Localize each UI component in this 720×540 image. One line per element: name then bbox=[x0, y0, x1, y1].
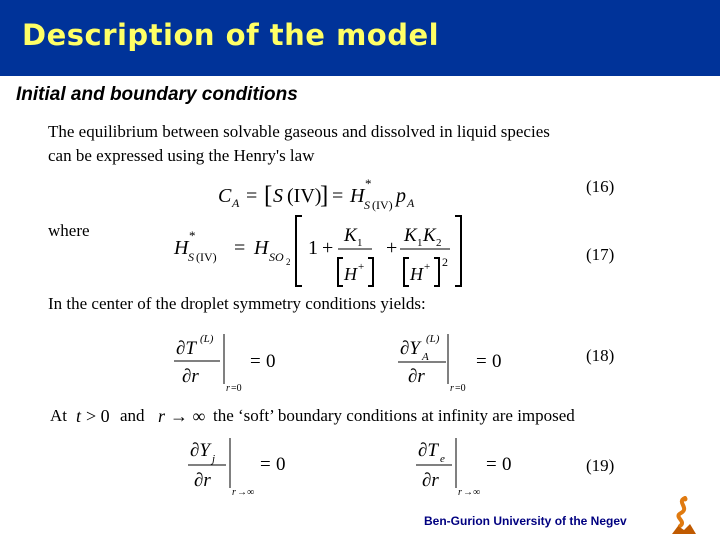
slide-title: Description of the model bbox=[22, 18, 440, 52]
svg-text:=: = bbox=[250, 351, 261, 372]
svg-text:(IV): (IV) bbox=[372, 198, 393, 212]
title-bar bbox=[0, 0, 720, 76]
svg-text:S: S bbox=[188, 250, 194, 264]
svg-text:t: t bbox=[76, 406, 82, 426]
university-logo-icon bbox=[668, 496, 698, 536]
svg-text:K: K bbox=[344, 225, 357, 246]
svg-text:→ ∞: → ∞ bbox=[170, 406, 206, 426]
svg-text:=: = bbox=[476, 351, 487, 372]
svg-text:> 0: > 0 bbox=[86, 406, 110, 426]
svg-text:p: p bbox=[396, 185, 406, 207]
svg-text:0: 0 bbox=[266, 351, 276, 372]
svg-text:=0: =0 bbox=[231, 383, 242, 394]
svg-text:1: 1 bbox=[357, 237, 363, 249]
svg-text:∂T: ∂T bbox=[176, 338, 196, 359]
svg-text:=: = bbox=[234, 237, 246, 259]
svg-text:e: e bbox=[440, 453, 445, 465]
svg-text:H: H bbox=[174, 237, 189, 259]
svg-text:r: r bbox=[458, 487, 462, 498]
svg-text:→∞: →∞ bbox=[237, 487, 255, 498]
svg-text:r: r bbox=[232, 487, 236, 498]
equation-17-number: (17) bbox=[586, 245, 615, 264]
svg-text:∂r: ∂r bbox=[194, 470, 211, 491]
svg-text:=: = bbox=[332, 185, 344, 207]
svg-text:S: S bbox=[364, 198, 370, 212]
svg-text:→∞: →∞ bbox=[463, 487, 481, 498]
svg-text:(L): (L) bbox=[200, 333, 214, 345]
svg-text:K: K bbox=[404, 225, 417, 246]
svg-text:r: r bbox=[450, 383, 454, 394]
svg-text:(IV): (IV) bbox=[287, 185, 322, 207]
svg-text:+: + bbox=[322, 237, 334, 259]
svg-text:0: 0 bbox=[502, 454, 512, 475]
equation-18-mass-fraction bbox=[398, 330, 518, 394]
svg-text:=: = bbox=[246, 185, 258, 207]
svg-text:0: 0 bbox=[276, 454, 286, 475]
svg-text:H: H bbox=[350, 185, 365, 207]
condition-t-greater-zero bbox=[76, 404, 120, 428]
equation-19-temperature bbox=[416, 436, 526, 498]
soft-boundary-text: the ‘soft’ boundary conditions at infinity are imposed bbox=[213, 406, 575, 425]
svg-text:K: K bbox=[423, 225, 436, 246]
svg-text:r: r bbox=[158, 406, 166, 426]
equation-18-temperature bbox=[174, 330, 294, 394]
svg-text:S: S bbox=[273, 185, 283, 207]
equation-19-number: (19) bbox=[586, 456, 615, 475]
svg-text:∂Y: ∂Y bbox=[190, 440, 210, 461]
svg-text:*: * bbox=[189, 228, 196, 243]
svg-text:H: H bbox=[410, 264, 423, 284]
intro-text-line2: can be expressed using the Henry's law bbox=[48, 146, 315, 165]
intro-text-line1: The equilibrium between solvable gaseous and dissolved in liquid species bbox=[48, 122, 550, 141]
svg-text:H: H bbox=[254, 237, 269, 259]
svg-text:A: A bbox=[407, 196, 415, 210]
svg-text:H: H bbox=[344, 264, 357, 284]
svg-text:2: 2 bbox=[442, 255, 448, 269]
svg-text:(L): (L) bbox=[426, 333, 440, 345]
svg-text:∂r: ∂r bbox=[182, 366, 199, 387]
equation-16 bbox=[218, 176, 438, 210]
equation-17 bbox=[174, 210, 464, 290]
svg-text:+: + bbox=[358, 261, 365, 273]
svg-text:(IV): (IV) bbox=[196, 250, 217, 264]
svg-text:A: A bbox=[232, 196, 240, 210]
svg-text:j: j bbox=[212, 453, 216, 465]
at-label: At bbox=[50, 406, 67, 425]
svg-text:=0: =0 bbox=[455, 383, 466, 394]
svg-text:=: = bbox=[260, 454, 271, 475]
svg-text:*: * bbox=[365, 176, 372, 191]
svg-text:A: A bbox=[422, 351, 429, 363]
svg-text:∂r: ∂r bbox=[422, 470, 439, 491]
equation-18-number: (18) bbox=[586, 346, 615, 365]
svg-text:2: 2 bbox=[436, 237, 442, 249]
svg-text:∂Y: ∂Y bbox=[400, 338, 420, 359]
and-label: and bbox=[120, 406, 145, 425]
svg-text:0: 0 bbox=[492, 351, 502, 372]
svg-text:[: [ bbox=[264, 182, 273, 209]
svg-text:∂r: ∂r bbox=[408, 366, 425, 387]
svg-text:r: r bbox=[226, 383, 230, 394]
svg-text:+: + bbox=[386, 237, 398, 259]
center-condition-text: In the center of the droplet symmetry conditions yields: bbox=[48, 294, 426, 313]
section-subtitle: Initial and boundary conditions bbox=[16, 84, 298, 105]
where-label: where bbox=[48, 221, 90, 240]
university-name: Ben-Gurion University of the Negev bbox=[424, 514, 627, 528]
svg-text:∂T: ∂T bbox=[418, 440, 438, 461]
equation-16-number: (16) bbox=[586, 177, 615, 196]
svg-text:2: 2 bbox=[286, 257, 291, 267]
svg-text:SO: SO bbox=[269, 250, 284, 264]
condition-r-to-infinity bbox=[158, 404, 214, 428]
svg-text:1: 1 bbox=[417, 237, 423, 249]
svg-text:=: = bbox=[486, 454, 497, 475]
svg-text:+: + bbox=[424, 261, 431, 273]
svg-text:]: ] bbox=[320, 182, 329, 209]
svg-text:C: C bbox=[218, 185, 232, 207]
equation-19-mass-fraction bbox=[188, 436, 298, 498]
svg-text:1: 1 bbox=[308, 237, 318, 259]
